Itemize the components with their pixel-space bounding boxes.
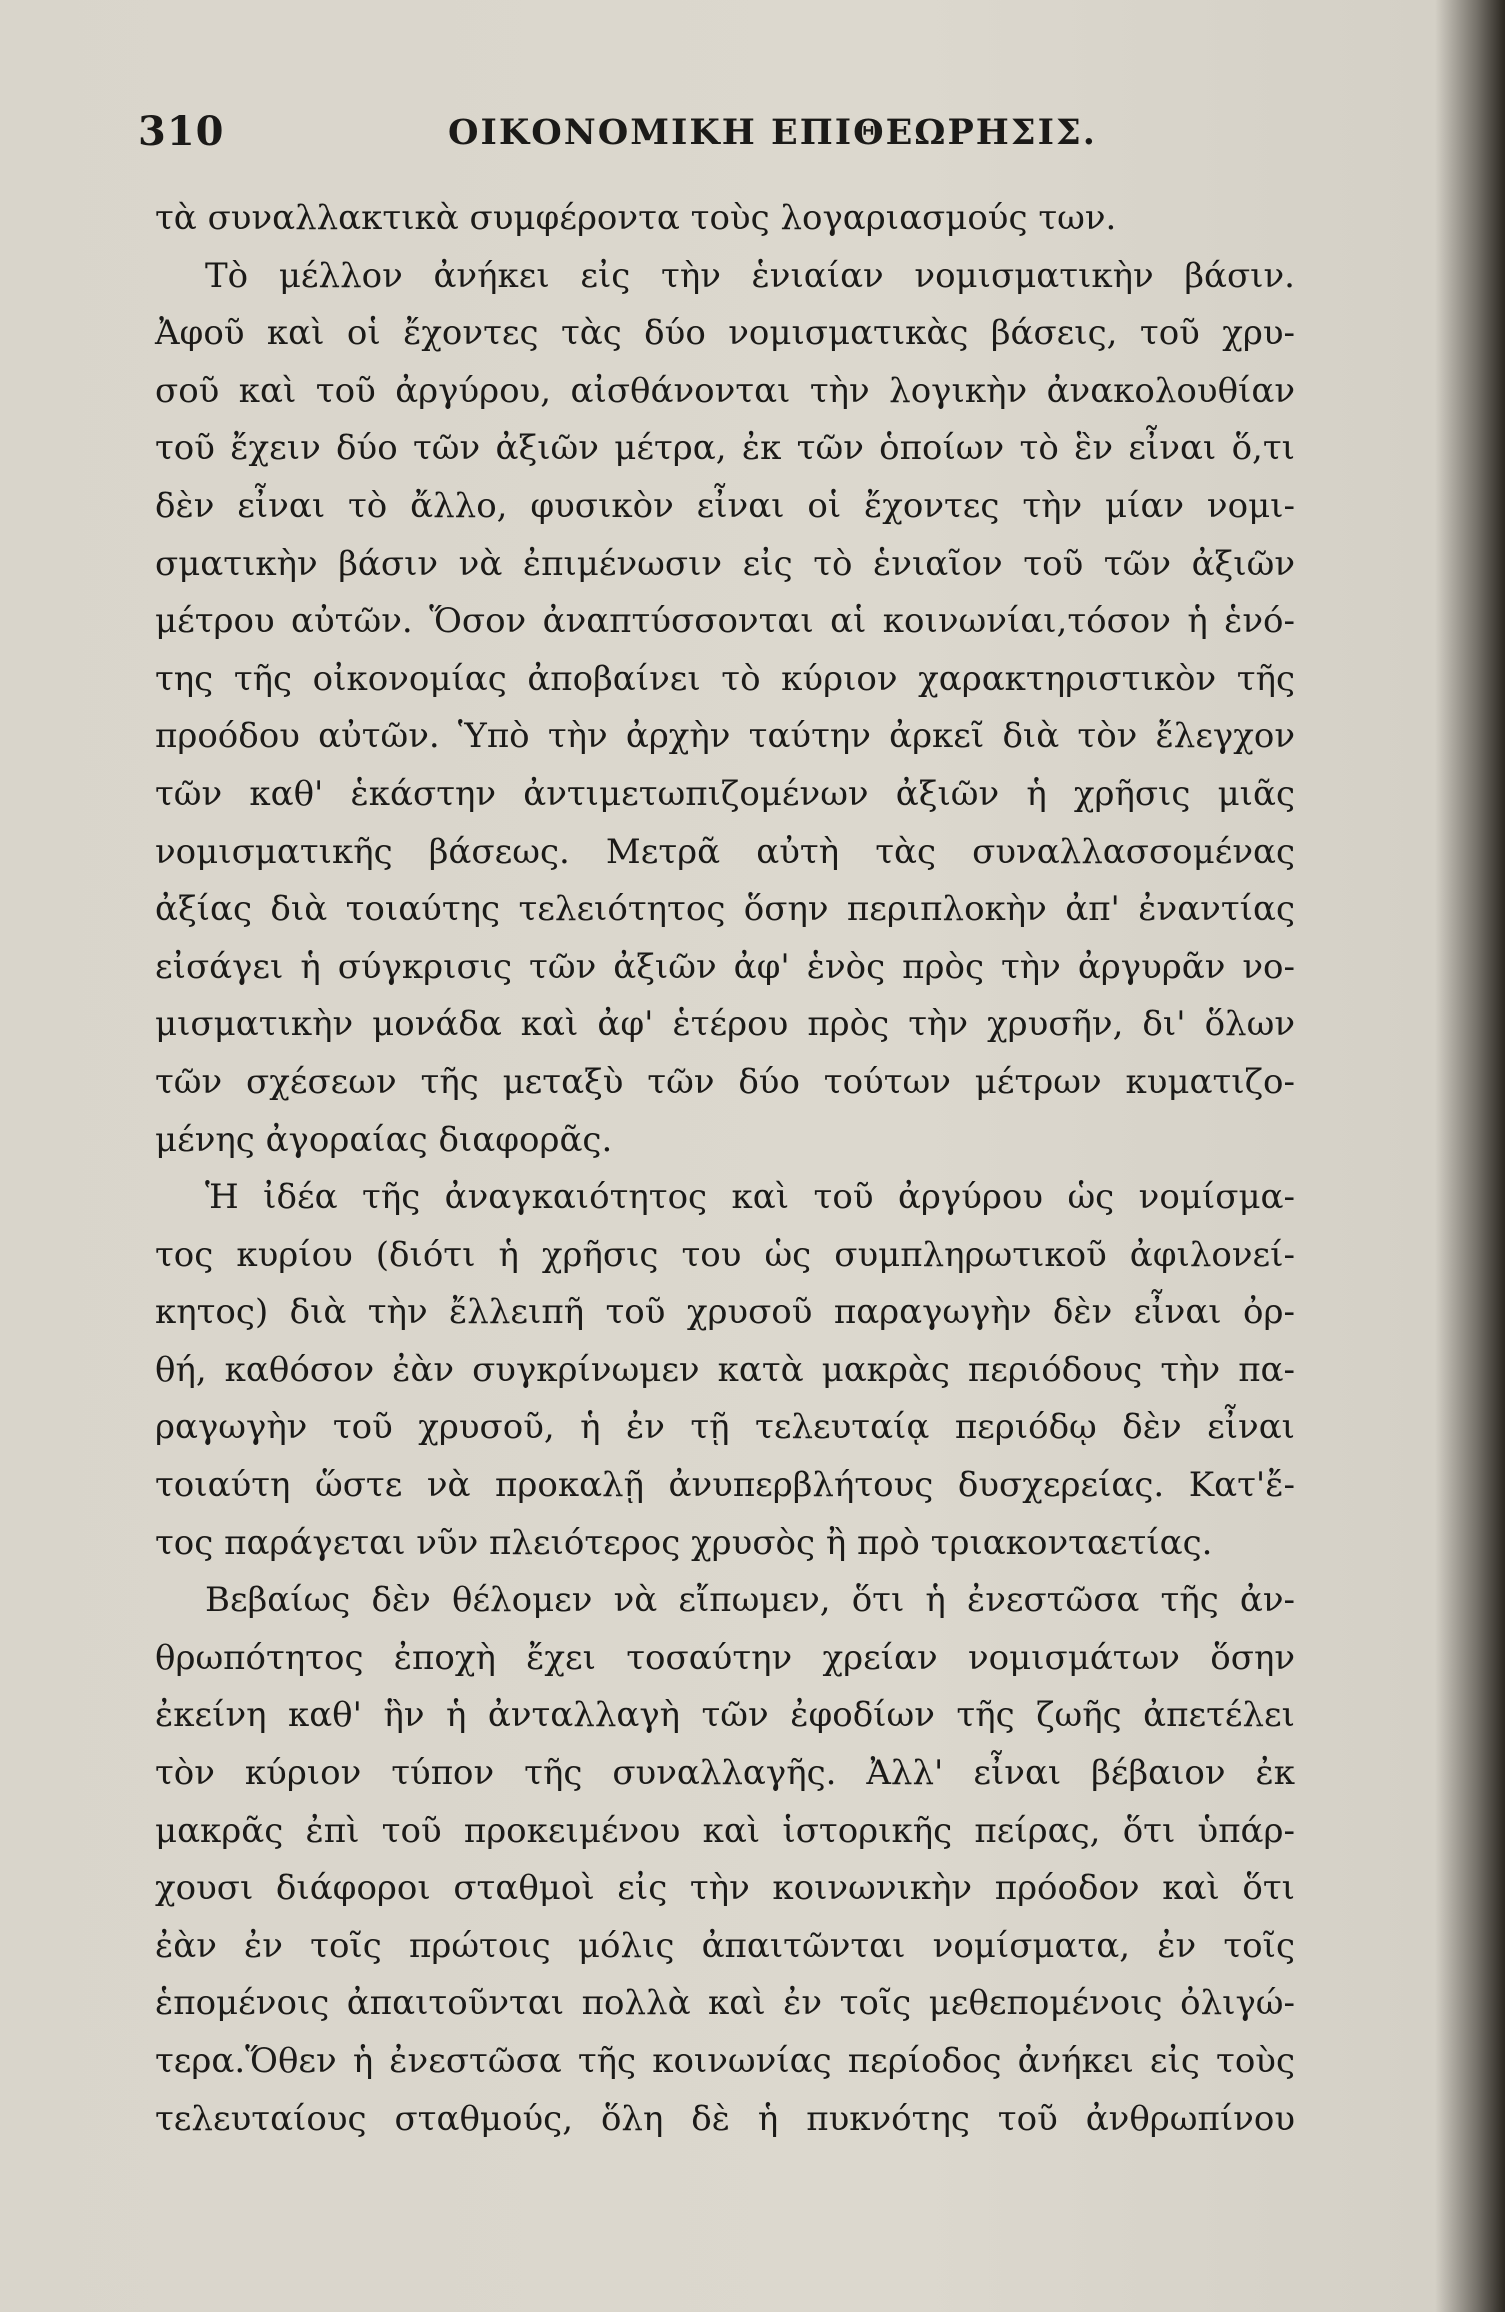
text-line: τος κυρίου (διότι ἡ χρῆσις του ὡς συμπληρωτικοῦ ἀφιλονεί- [155,1234,1295,1275]
text-line: θρωπότητος ἐποχὴ ἔχει τοσαύτην χρείαν νομισμάτων ὅσην [155,1637,1295,1678]
text-line: κητος) διὰ τὴν ἔλλειπῆ τοῦ χρυσοῦ παραγωγὴν δὲν εἶναι ὀρ- [155,1292,1295,1333]
text-line: ἀξίας διὰ τοιαύτης τελειότητος ὅσην περιπλοκὴν ἀπ' ἐναντίας [155,889,1295,930]
text-line: της τῆς οἰκονομίας ἀποβαίνει τὸ κύριον χαρακτηριστικὸν τῆς [155,658,1295,699]
text-line: νομισματικῆς βάσεως. Μετρᾶ αὐτὴ τὰς συναλλασσομένας [155,831,1295,872]
text-line: μέτρου αὐτῶν. Ὅσον ἀναπτύσσονται αἱ κοινωνίαι,τόσον ἡ ἑνό- [155,601,1295,642]
text-line: Ἡ ἰδέα τῆς ἀναγκαιότητος καὶ τοῦ ἀργύρου ὡς νομίσμα- [205,1177,1295,1218]
text-line: τελευταίους σταθμούς, ὅλη δὲ ἡ πυκνότης τοῦ ἀνθρωπίνου [155,2098,1295,2139]
text-line: μένης ἀγοραίας διαφορᾶς. [155,1119,613,1160]
text-line: τὰ συναλλακτικὰ συμφέροντα τοὺς λογαριασμούς των. [155,198,1117,238]
text-line: Ἀφοῦ καὶ οἱ ἔχοντες τὰς δύο νομισματικὰς βάσεις, τοῦ χρυ- [155,313,1295,354]
text-line: τῶν σχέσεων τῆς μεταξὺ τῶν δύο τούτων μέτρων κυματιζο- [155,1061,1295,1102]
text-line: μισματικὴν μονάδα καὶ ἀφ' ἑτέρου πρὸς τὴν χρυσῆν, δι' ὅλων [155,1004,1295,1045]
text-line: εἰσάγει ἡ σύγκρισις τῶν ἀξιῶν ἀφ' ἑνὸς πρὸς τὴν ἀργυρᾶν νο- [155,946,1295,987]
text-line: χουσι διάφοροι σταθμοὶ εἰς τὴν κοινωνικὴν πρόοδον καὶ ὅτι [155,1868,1295,1909]
text-line: Τὸ μέλλον ἀνήκει εἰς τὴν ἑνιαίαν νομισματικὴν βάσιν. [205,255,1295,296]
text-line: τος παράγεται νῦν πλειότερος χρυσὸς ἢ πρὸ τριακονταετίας. [155,1522,1213,1563]
text-line: τοιαύτη ὥστε νὰ προκαλῇ ἀνυπερβλήτους δυσχερείας. Κατ'ἔ- [155,1465,1295,1506]
text-line: σματικὴν βάσιν νὰ ἐπιμένωσιν εἰς τὸ ἑνιαῖον τοῦ τῶν ἀξιῶν [155,543,1295,584]
text-line: σοῦ καὶ τοῦ ἀργύρου, αἰσθάνονται τὴν λογικὴν ἀνακολουθίαν [155,370,1295,411]
text-line: ἑπομένοις ἀπαιτοῦνται πολλὰ καὶ ἐν τοῖς μεθεπομένοις ὀλιγώ- [155,1983,1295,2024]
text-line: Βεβαίως δὲν θέλομεν νὰ εἴπωμεν, ὅτι ἡ ἐνεστῶσα τῆς ἀν- [205,1580,1295,1621]
text-line: τοῦ ἔχειν δύο τῶν ἀξιῶν μέτρα, ἐκ τῶν ὁποίων τὸ ἓν εἶναι ὅ,τι [155,428,1295,469]
page-header [138,108,1288,158]
text-line: δὲν εἶναι τὸ ἄλλο, φυσικὸν εἶναι οἱ ἔχοντες τὴν μίαν νομι- [155,485,1295,526]
text-line: τῶν καθ' ἑκάστην ἀντιμετωπιζομένων ἀξιῶν ἡ χρῆσις μιᾶς [155,773,1295,814]
text-line: μακρᾶς ἐπὶ τοῦ προκειμένου καὶ ἱστορικῆς πείρας, ὅτι ὑπάρ- [155,1810,1295,1851]
text-line: ραγωγὴν τοῦ χρυσοῦ, ἡ ἐν τῇ τελευταίᾳ περιόδῳ δὲν εἶναι [155,1407,1295,1448]
text-line: τερα.Ὅθεν ἡ ἐνεστῶσα τῆς κοινωνίας περίοδος ἀνήκει εἰς τοὺς [155,2041,1295,2081]
text-line: ἐὰν ἐν τοῖς πρώτοις μόλις ἀπαιτῶνται νομίσματα, ἐν τοῖς [155,1925,1295,1966]
page-number: 310 [138,108,225,155]
gutter-shadow [1435,0,1505,2312]
text-line: τὸν κύριον τύπον τῆς συναλλαγῆς. Ἀλλ' εἶναι βέβαιον ἐκ [155,1753,1295,1794]
text-line: ἐκείνη καθ' ἣν ἡ ἀνταλλαγὴ τῶν ἐφοδίων τῆς ζωῆς ἀπετέλει [155,1695,1295,1736]
text-line: θή, καθόσον ἐὰν συγκρίνωμεν κατὰ μακρὰς περιόδους τὴν πα- [155,1349,1295,1390]
text-line: προόδου αὐτῶν. Ὑπὸ τὴν ἀρχὴν ταύτην ἀρκεῖ διὰ τὸν ἔλεγχον [155,716,1295,757]
body-text [155,190,1295,2148]
running-title: ΟΙΚΟΝΟΜΙΚΗ ΕΠΙΘΕΩΡΗΣΙΣ. [448,112,1097,153]
